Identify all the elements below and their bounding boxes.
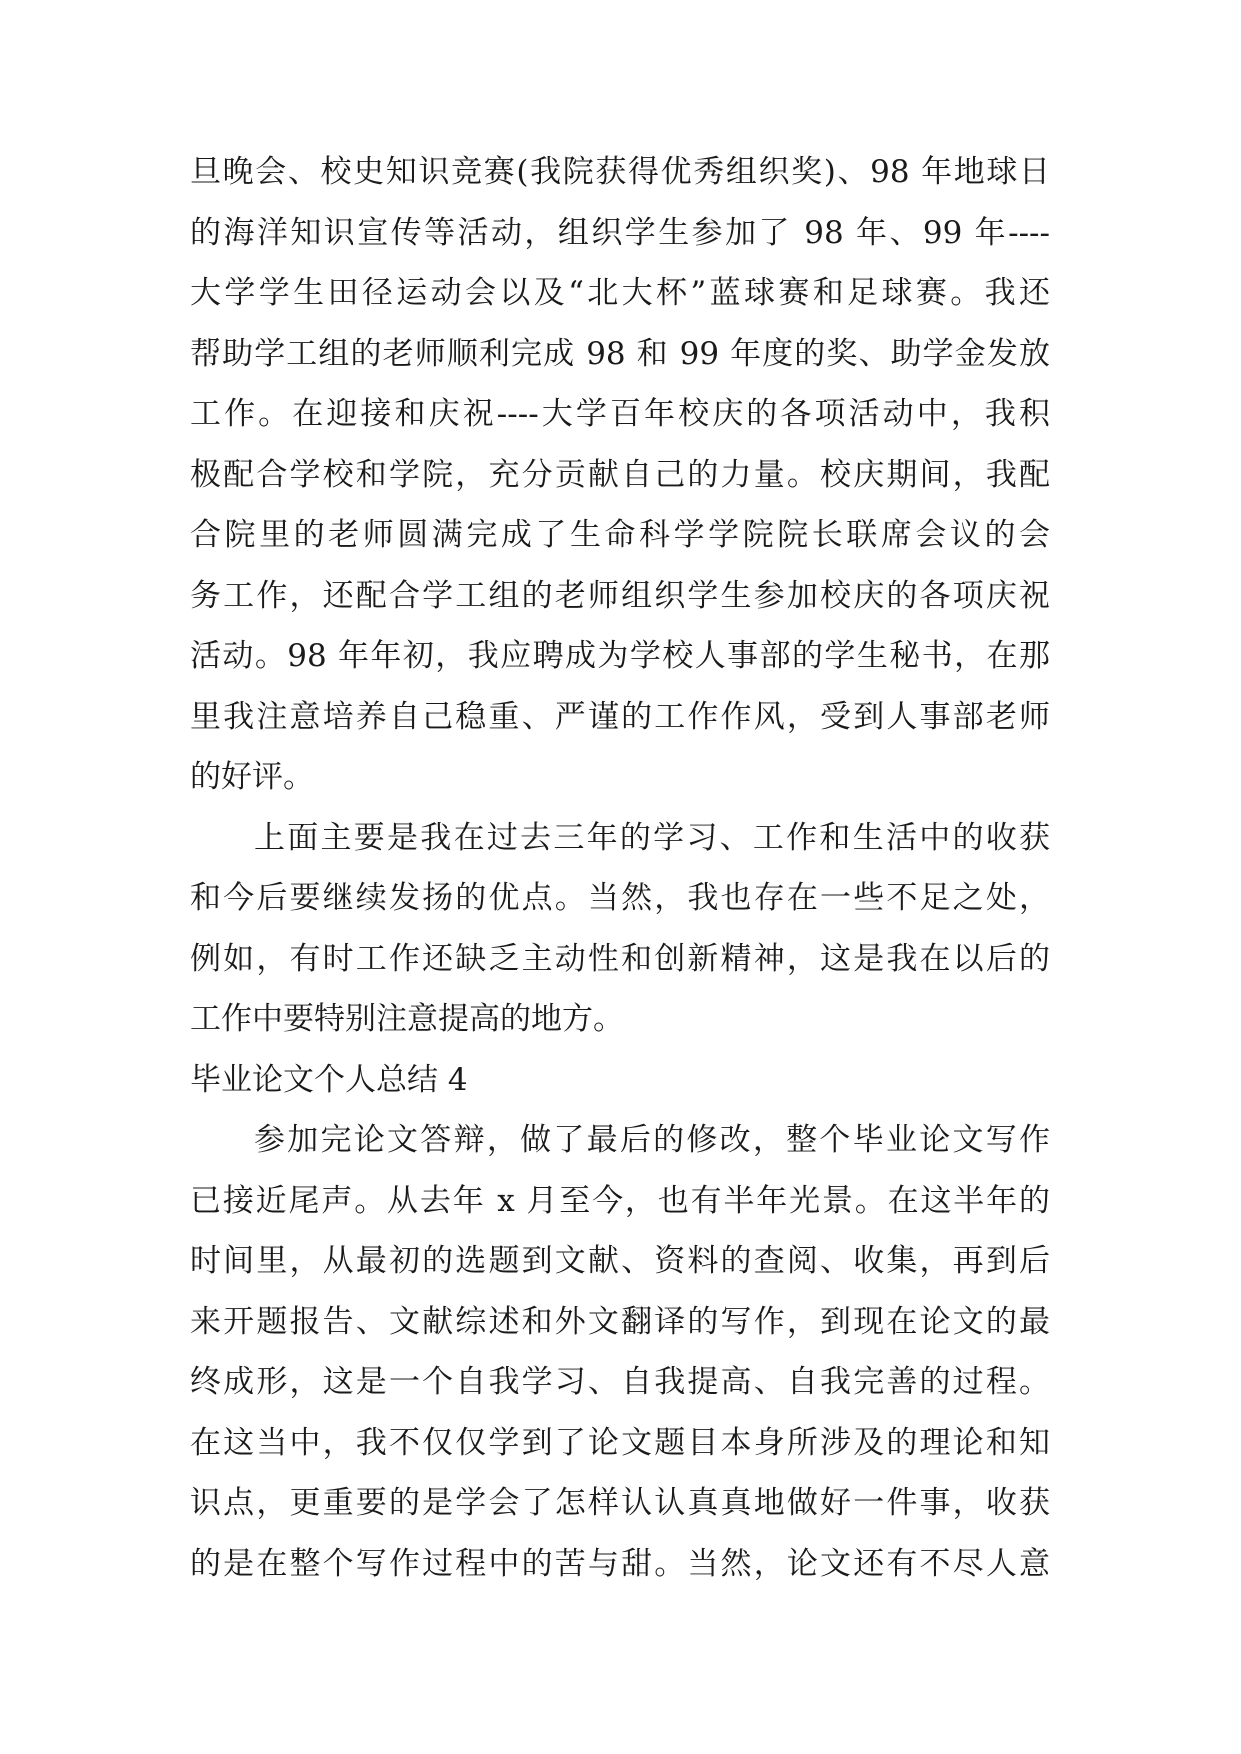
text-line: 的海洋知识宣传等活动，组织学生参加了 98 年、99 年---- [190,214,1050,251]
text-line: 例如，有时工作还缺乏主动性和创新精神，这是我在以后的 [190,940,1050,977]
text-line: 识点，更重要的是学会了怎样认认真真地做好一件事，收获 [190,1485,1050,1521]
text-line: 时间里，从最初的选题到文献、资料的查阅、收集，再到后 [190,1243,1050,1279]
paragraph-activities [190,142,1050,808]
text-line: 工作中要特别注意提高的地方。 [190,1001,624,1037]
text-line: 旦晚会、校史知识竞赛(我院获得优秀组织奖)、98 年地球日 [190,154,1050,190]
text-line: 在这当中，我不仅仅学到了论文题目本身所涉及的理论和知 [190,1424,1050,1461]
text-line: 来开题报告、文献综述和外文翻译的写作，到现在论文的最 [190,1303,1050,1340]
paragraph-thesis [190,1110,1050,1594]
text-line: 务工作，还配合学工组的老师组织学生参加校庆的各项庆祝 [190,577,1050,614]
text-line: 活动。98 年年初，我应聘成为学校人事部的学生秘书，在那 [190,638,1050,674]
text-line: 帮助学工组的老师顺利完成 98 和 99 年度的奖、助学金发放 [190,335,1050,372]
text-line: 里我注意培养自己稳重、严谨的工作作风，受到人事部老师 [190,698,1050,735]
text-line: 工作。在迎接和庆祝----大学百年校庆的各项活动中，我积 [190,396,1050,432]
text-line: 上面主要是我在过去三年的学习、工作和生活中的收获 [254,819,1050,856]
text-line: 已接近尾声。从去年 x 月至今，也有半年光景。在这半年的 [190,1182,1050,1219]
text-line: 的好评。 [190,759,314,795]
text-line: 极配合学校和学院，充分贡献自己的力量。校庆期间，我配 [190,456,1050,493]
document-body [190,142,1050,1594]
text-line: 的是在整个写作过程中的苦与甜。当然，论文还有不尽人意 [190,1545,1050,1582]
text-line: 和今后要继续发扬的优点。当然，我也存在一些不足之处， [190,880,1050,916]
text-line: 参加完论文答辩，做了最后的修改，整个毕业论文写作 [254,1122,1050,1158]
text-line: 合院里的老师圆满完成了生命科学学院院长联席会议的会 [190,517,1050,553]
section-heading: 毕业论文个人总结 4 [190,1061,468,1098]
paragraph-summary [190,808,1050,1050]
text-line: 大学学生田径运动会以及“北大杯”蓝球赛和足球赛。我还 [190,275,1050,311]
text-line: 终成形，这是一个自我学习、自我提高、自我完善的过程。 [190,1364,1050,1400]
